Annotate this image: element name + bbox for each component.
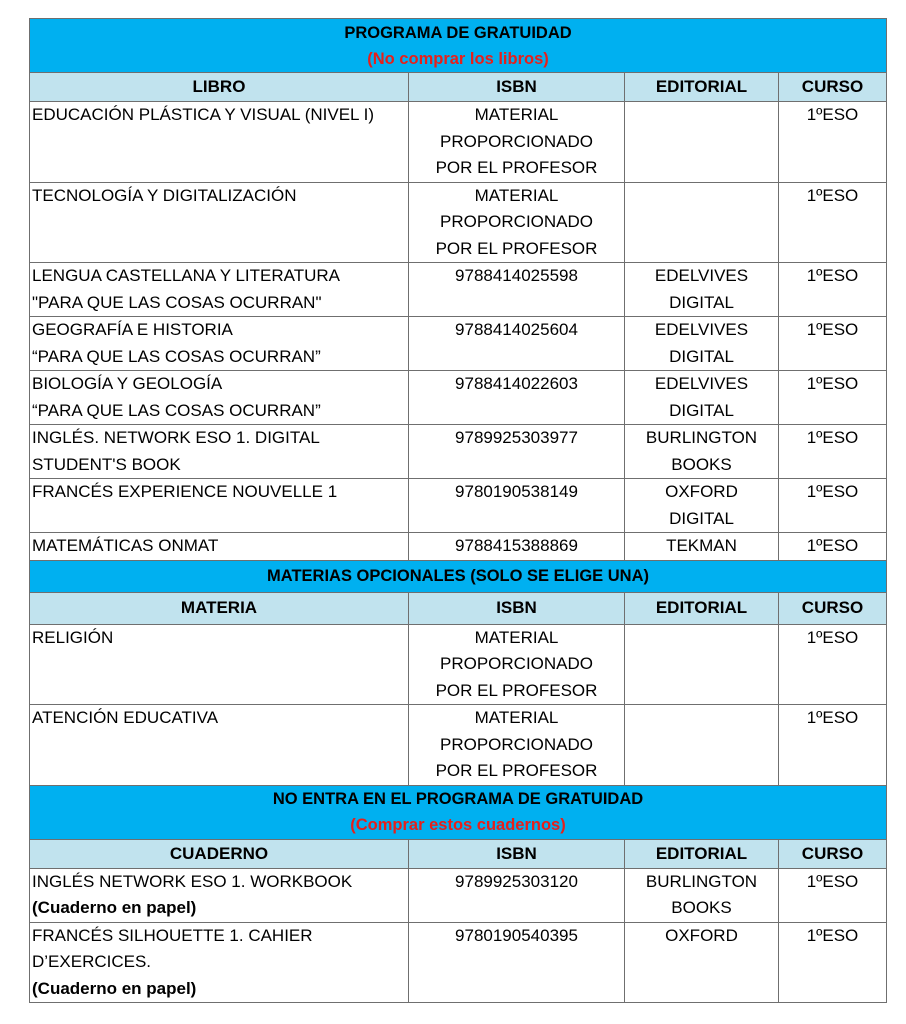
editorial-line: EDELVIVES [654, 320, 749, 339]
table-row [30, 182, 887, 263]
section-note: (Comprar estos cuadernos) [350, 816, 566, 834]
curso-cell [779, 533, 887, 561]
editorial-cell [625, 102, 779, 183]
editorial-line: TEKMAN [666, 536, 737, 555]
table-row [30, 868, 887, 922]
isbn-line: 9788414022603 [455, 374, 578, 393]
section-note: (No comprar los libros) [367, 49, 549, 68]
table-row [30, 705, 887, 786]
editorial-cell [625, 922, 779, 1003]
format-note: (Cuaderno en papel) [32, 898, 197, 917]
title-line: STUDENT'S BOOK [32, 454, 181, 474]
title-cell [30, 868, 409, 922]
curso-cell [779, 182, 887, 263]
editorial-cell [625, 317, 779, 371]
curso-value: 1ºESO [806, 105, 859, 124]
section-header-gratuidad [30, 19, 887, 73]
editorial-line: DIGITAL [669, 400, 734, 420]
table-row [30, 102, 887, 183]
table-row [30, 624, 887, 705]
editorial-line: OXFORD [665, 925, 738, 945]
curso-cell [779, 425, 887, 479]
column-header-editorial: EDITORIAL [625, 839, 779, 868]
column-header-cuaderno: CUADERNO [30, 839, 409, 868]
column-header-row [30, 73, 887, 102]
title-line: RELIGIÓN [32, 627, 114, 647]
table-row [30, 425, 887, 479]
editorial-cell [625, 263, 779, 317]
isbn-cell [409, 102, 625, 183]
title-line: "PARA QUE LAS COSAS OCURRAN" [32, 292, 322, 312]
editorial-cell [625, 479, 779, 533]
table-row [30, 922, 887, 1003]
title-cell [30, 182, 409, 263]
isbn-line: 9789925303977 [455, 428, 578, 447]
section-title: NO ENTRA EN EL PROGRAMA DE GRATUIDAD [272, 790, 644, 808]
isbn-line: MATERIAL [474, 185, 559, 205]
curso-value: 1ºESO [806, 374, 859, 393]
curso-value: 1ºESO [806, 482, 859, 501]
table-row [30, 263, 887, 317]
table-row [30, 479, 887, 533]
title-cell [30, 624, 409, 705]
title-line: LENGUA CASTELLANA Y LITERATURA [32, 266, 341, 285]
section-title-cell [30, 560, 887, 592]
title-cell [30, 371, 409, 425]
title-line: MATEMÁTICAS ONMAT [32, 536, 219, 555]
format-note: (Cuaderno en papel) [32, 978, 197, 998]
table-row [30, 317, 887, 371]
curso-cell [779, 479, 887, 533]
editorial-line: OXFORD [665, 482, 738, 501]
title-cell [30, 922, 409, 1003]
isbn-line: PROPORCIONADO [439, 131, 594, 151]
curso-cell [779, 102, 887, 183]
curso-value: 1ºESO [806, 428, 859, 447]
isbn-cell [409, 868, 625, 922]
column-header-editorial: EDITORIAL [625, 592, 779, 624]
editorial-cell [625, 533, 779, 561]
title-line: “PARA QUE LAS COSAS OCURRAN” [32, 400, 321, 420]
curso-cell [779, 922, 887, 1003]
curso-value: 1ºESO [806, 320, 859, 339]
title-line: FRANCÉS EXPERIENCE NOUVELLE 1 [32, 482, 338, 501]
title-cell [30, 317, 409, 371]
column-header-isbn: ISBN [409, 73, 625, 102]
curso-value: 1ºESO [806, 627, 859, 647]
editorial-cell [625, 705, 779, 786]
isbn-line: PROPORCIONADO [439, 654, 594, 673]
editorial-line: BOOKS [671, 454, 732, 474]
isbn-line: PROPORCIONADO [439, 212, 594, 231]
table-row [30, 371, 887, 425]
title-cell [30, 263, 409, 317]
column-header-row [30, 839, 887, 868]
isbn-line: 9789925303120 [455, 871, 578, 891]
isbn-cell [409, 182, 625, 263]
column-header-curso: CURSO [779, 73, 887, 102]
isbn-cell [409, 624, 625, 705]
curso-value: 1ºESO [806, 266, 859, 285]
title-line: TECNOLOGÍA Y DIGITALIZACIÓN [32, 185, 297, 205]
column-header-editorial: EDITORIAL [625, 73, 779, 102]
title-cell [30, 425, 409, 479]
column-header-curso: CURSO [779, 839, 887, 868]
isbn-cell [409, 533, 625, 561]
column-header-isbn: ISBN [409, 839, 625, 868]
editorial-line: DIGITAL [669, 292, 734, 312]
isbn-line: 9780190540395 [455, 925, 578, 945]
section-header-no-gratuidad [30, 785, 887, 839]
isbn-line: 9780190538149 [455, 482, 578, 501]
section-header-opcionales [30, 560, 887, 592]
curso-value: 1ºESO [806, 536, 859, 555]
title-cell [30, 705, 409, 786]
title-line: GEOGRAFÍA E HISTORIA [32, 320, 233, 339]
editorial-line: BURLINGTON [645, 871, 758, 891]
isbn-line: 9788415388869 [455, 536, 578, 555]
title-line: EDUCACIÓN PLÁSTICA Y VISUAL (NIVEL I) [32, 105, 374, 124]
editorial-line: BURLINGTON [645, 428, 758, 447]
curso-value: 1ºESO [806, 925, 859, 945]
section-title-cell [30, 785, 887, 839]
title-cell [30, 533, 409, 561]
title-line: ATENCIÓN EDUCATIVA [32, 708, 219, 727]
curso-cell [779, 868, 887, 922]
column-header-libro: LIBRO [30, 73, 409, 102]
title-cell [30, 102, 409, 183]
isbn-cell [409, 705, 625, 786]
editorial-cell [625, 182, 779, 263]
editorial-cell [625, 371, 779, 425]
isbn-cell [409, 317, 625, 371]
isbn-cell [409, 263, 625, 317]
isbn-cell [409, 371, 625, 425]
editorial-line: EDELVIVES [654, 374, 749, 393]
section-title: PROGRAMA DE GRATUIDAD [344, 23, 572, 42]
isbn-line: POR EL PROFESOR [435, 680, 598, 700]
column-header-materia: MATERIA [30, 592, 409, 624]
curso-cell [779, 263, 887, 317]
curso-cell [779, 705, 887, 786]
title-cell [30, 479, 409, 533]
isbn-line: 9788414025598 [455, 266, 578, 285]
isbn-line: 9788414025604 [455, 320, 578, 339]
curso-cell [779, 371, 887, 425]
isbn-line: PROPORCIONADO [439, 734, 594, 754]
curso-value: 1ºESO [806, 708, 859, 727]
title-line: INGLÉS NETWORK ESO 1. WORKBOOK [32, 871, 353, 891]
table-row [30, 533, 887, 561]
curso-value: 1ºESO [806, 871, 859, 891]
isbn-line: MATERIAL [474, 627, 559, 647]
title-line: BIOLOGÍA Y GEOLOGÍA [32, 374, 223, 393]
isbn-cell [409, 922, 625, 1003]
isbn-line: POR EL PROFESOR [435, 238, 598, 258]
editorial-line: BOOKS [671, 898, 732, 917]
editorial-line: EDELVIVES [654, 266, 749, 285]
editorial-cell [625, 868, 779, 922]
section-title: MATERIAS OPCIONALES (SOLO SE ELIGE UNA) [267, 567, 649, 585]
isbn-line: POR EL PROFESOR [435, 158, 598, 177]
section-title-cell [30, 19, 887, 73]
column-header-isbn: ISBN [409, 592, 625, 624]
book-list-table [29, 18, 887, 1003]
isbn-cell [409, 479, 625, 533]
isbn-line: POR EL PROFESOR [435, 761, 598, 780]
curso-cell [779, 624, 887, 705]
editorial-line: DIGITAL [669, 346, 734, 366]
title-line: FRANCÉS SILHOUETTE 1. CAHIER [32, 925, 313, 945]
title-line: INGLÉS. NETWORK ESO 1. DIGITAL [32, 428, 320, 447]
editorial-cell [625, 624, 779, 705]
title-line: “PARA QUE LAS COSAS OCURRAN” [32, 346, 321, 366]
column-header-row [30, 592, 887, 624]
editorial-cell [625, 425, 779, 479]
curso-value: 1ºESO [806, 185, 859, 205]
title-line: D’EXERCICES. [32, 952, 152, 971]
column-header-curso: CURSO [779, 592, 887, 624]
isbn-cell [409, 425, 625, 479]
editorial-line: DIGITAL [669, 508, 734, 528]
curso-cell [779, 317, 887, 371]
isbn-line: MATERIAL [474, 708, 559, 727]
isbn-line: MATERIAL [474, 105, 559, 124]
